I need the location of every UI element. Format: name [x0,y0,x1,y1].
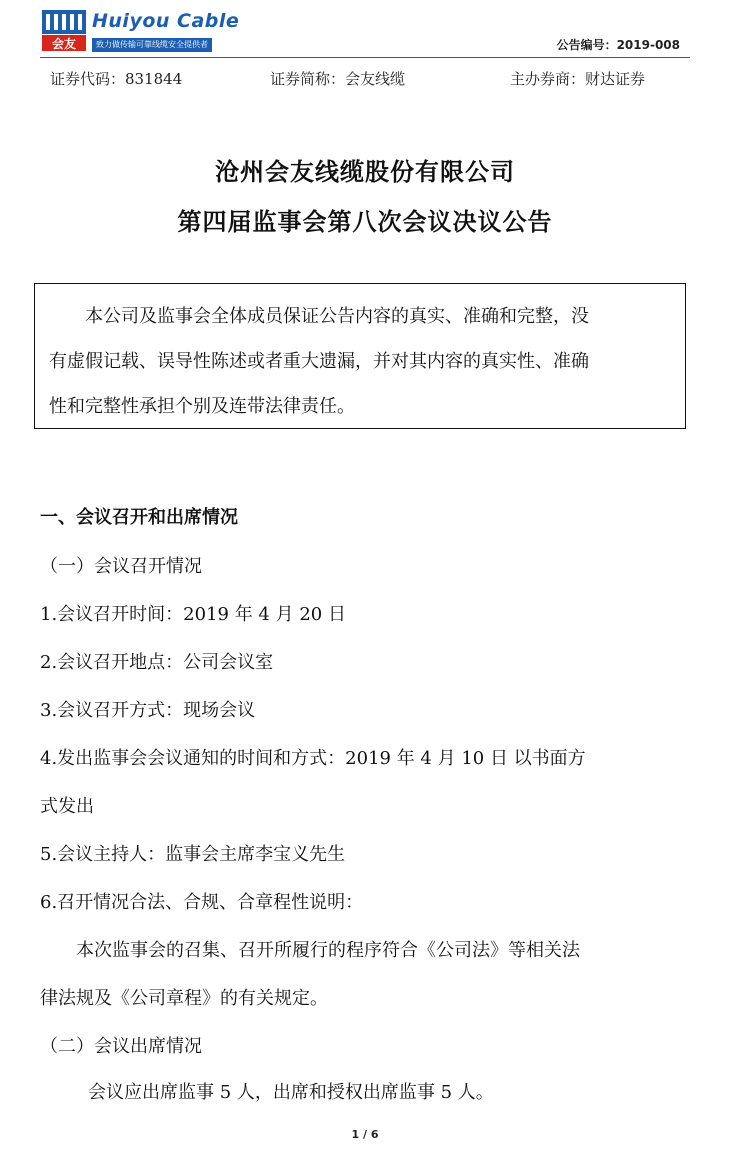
logo-slogan: 致力做传输可靠线缆安全提供者 [92,38,212,52]
item-compliance: 6.召开情况合法、合规、合章程性说明： [40,892,364,913]
item-notice-time-line2: 式发出 [40,796,94,817]
sponsor-broker: 主办券商：财达证券 [510,70,646,88]
subsection-attendance: （二）会议出席情况 [40,1036,202,1057]
item-meeting-method: 3.会议召开方式：现场会议 [40,700,256,721]
item-notice-time-line1: 4.发出监事会会议通知的时间和方式：2019 年 4 月 10 日 以书面方 [40,748,586,769]
item-meeting-place: 2.会议召开地点：公司会议室 [40,652,274,673]
logo-brand-text: Huiyou Cable [92,10,240,32]
company-logo [40,8,240,54]
section-heading-meeting: 一、会议召开和出席情况 [40,507,238,528]
attendance-statement: 会议应出席监事 5 人，出席和授权出席监事 5 人。 [88,1082,494,1103]
declaration-line-3: 性和完整性承担个别及连带法律责任。 [49,396,355,417]
document-title-line1: 沧州会友线缆股份有限公司 [215,158,515,186]
logo-mark-icon [40,8,88,52]
security-abbreviation: 证券简称：会友线缆 [270,70,406,88]
document-title-line2: 第四届监事会第八次会议决议公告 [177,208,553,236]
declaration-line-1: 本公司及监事会全体成员保证公告内容的真实、准确和完整，没 [85,306,589,327]
item-meeting-time: 1.会议召开时间：2019 年 4 月 20 日 [40,604,346,625]
declaration-line-2: 有虚假记载、误导性陈述或者重大遗漏，并对其内容的真实性、准确 [49,351,589,372]
declaration-box [34,283,686,429]
logo-mark-text: 会友 [51,37,77,51]
header-divider [40,57,690,58]
announcement-number: 公告编号：2019-008 [556,38,680,52]
page-number: 1 / 6 [351,1128,379,1141]
security-code: 证券代码：831844 [50,70,183,88]
subsection-convening: （一）会议召开情况 [40,556,202,577]
item-meeting-host: 5.会议主持人：监事会主席李宝义先生 [40,844,346,865]
compliance-description-line1: 本次监事会的召集、召开所履行的程序符合《公司法》等相关法 [76,940,580,961]
compliance-description-line2: 律法规及《公司章程》的有关规定。 [40,988,328,1009]
